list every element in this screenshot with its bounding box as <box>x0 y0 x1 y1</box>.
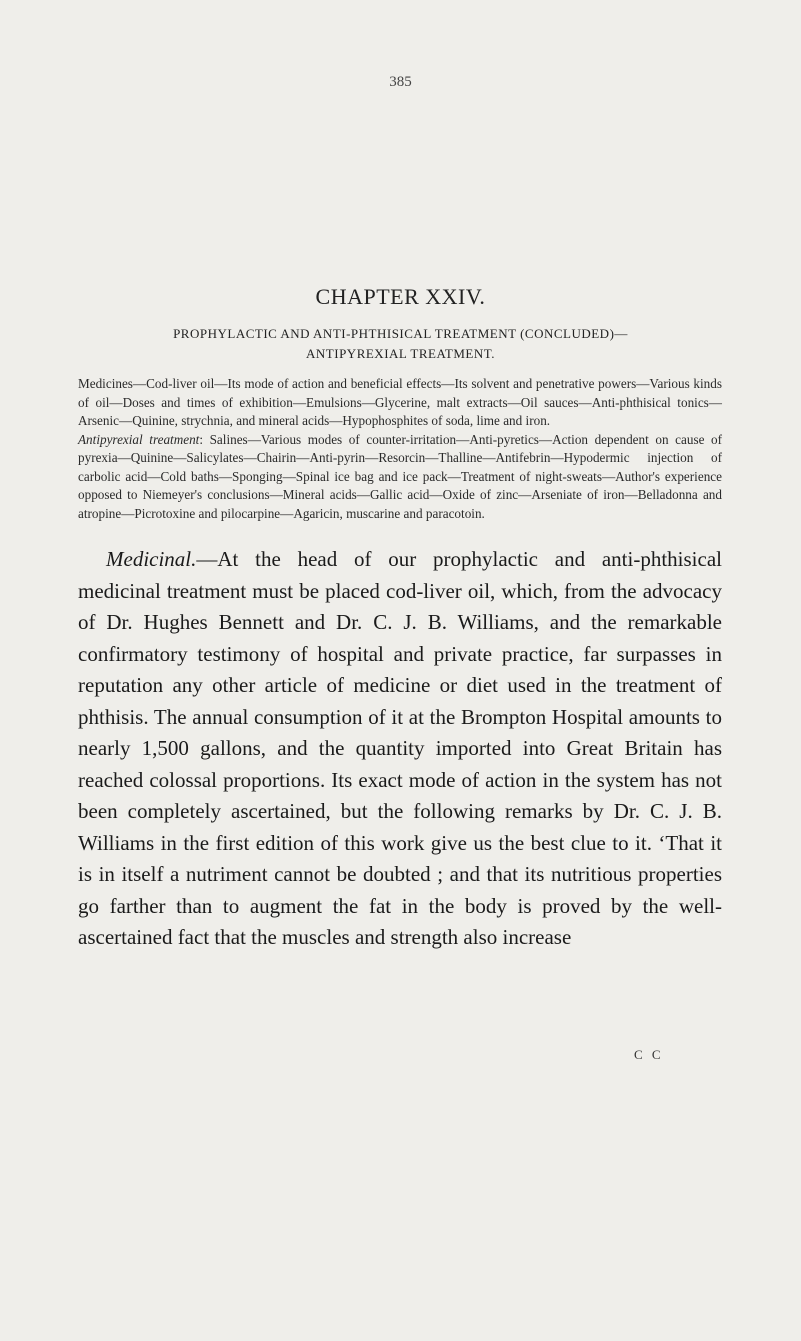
chapter-synopsis <box>78 375 722 523</box>
signature-mark: C C <box>634 1047 664 1062</box>
body-paragraph <box>78 544 722 954</box>
body-section-label: Medicinal. <box>106 547 197 571</box>
synopsis-medicines: Medicines—Cod-liver oil—Its mode of action and beneficial effects—Its solvent and penetrative powers—Various kinds of oil—Doses and times of exhibition—Emulsions—Glycerine, malt extracts—Oil sauces—Anti-phthisical tonics—Arsenic—Quinine, strychnia, and mineral acids—Hypophosphites of soda, lime and iron. <box>78 376 722 428</box>
synopsis-antipyrexial-label: Antipyrexial treatment <box>78 431 200 447</box>
body-paragraph-text: —At the head of our prophylactic and anti-phthisical medicinal treatment must be placed cod-liver oil, which, from the advocacy of Dr. Hughes Bennett and Dr. C. J. B. Williams, and the remarkable confirmatory testimony of hospital and private practice, far surpasses in reputation any other article of medicine or diet used in the treatment of phthisis. The annual consumption of it at the Brompton Hospital amounts to nearly 1,500 gallons, and the quantity imported into Great Britain has reached colossal proportions. Its exact mode of action in the system has not been completely ascertained, but the following remarks by Dr. C. J. B. Williams in the first edition of this work give us the best clue to it. ‘That it is in itself a nutriment cannot be doubted ; and that its nutritious properties go farther than to augment the fat in the body is proved by the well-ascertained fact that the muscles and strength also increase <box>78 547 722 949</box>
subtitle-line-1: PROPHYLACTIC AND ANTI-PHTHISICAL TREATMENT (CONCLUDED)— <box>173 326 628 341</box>
body-text <box>78 544 722 954</box>
chapter-subtitle <box>0 324 801 364</box>
synopsis-antipyrexial <box>78 431 722 524</box>
synopsis-antipyrexial-text: : Salines—Various modes of counter-irritation—Anti-pyretics—Action dependent on cause of pyrexia—Quinine—Salicylates—Chairin—Anti-pyrin—Resorcin—Thalline—Antifebrin—Hypodermic injection of carbolic acid—Cold baths—Sponging—Spinal ice bag and ice pack—Treatment of night-sweats—Author's experience opposed to Niemeyer's conclusions—Mineral acids—Gallic acid—Oxide of zinc—Arseniate of iron—Belladonna and atropine—Picrotoxine and pilocarpine—Agaricin, muscarine and paracotoin. <box>78 431 723 521</box>
chapter-title: CHAPTER XXIV. <box>315 284 486 309</box>
page-number: 385 <box>389 74 412 90</box>
subtitle-line-2: ANTIPYREXIAL TREATMENT. <box>306 346 495 361</box>
